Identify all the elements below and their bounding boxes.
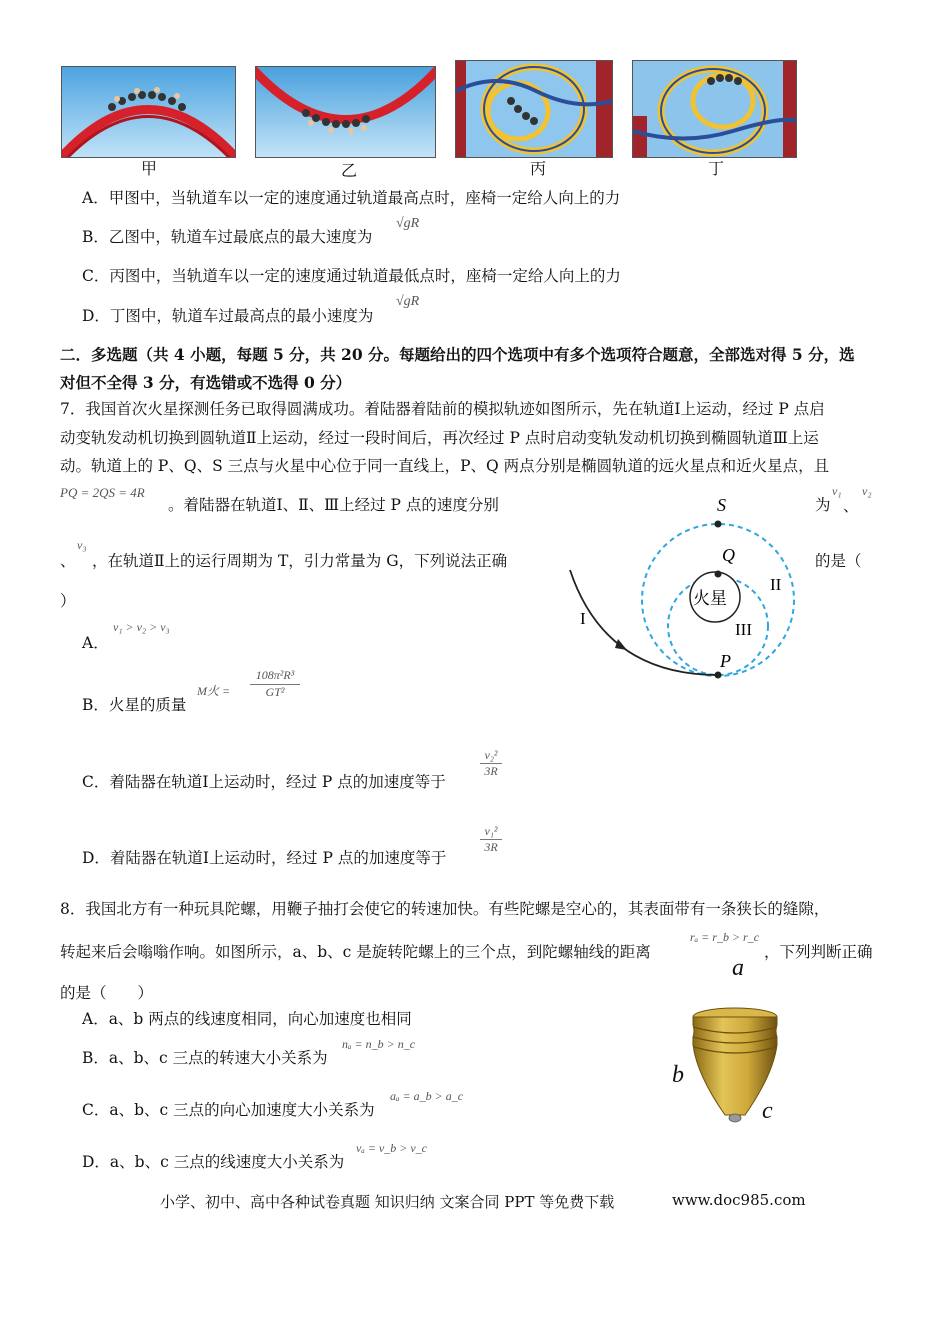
footer-url[interactable]: www.doc985.com <box>672 1191 806 1209</box>
section2-heading-line1: 二．多选题（共 4 小题，每题 5 分，共 20 分。每题给出的四个选项中有多个选项符合题意，全部选对得 5 分，选 <box>60 345 855 364</box>
q7-comma-1: 、 <box>843 497 859 515</box>
q7-option-c-numerator: v₂² <box>480 748 502 764</box>
caption-ding: 丁 <box>708 159 725 178</box>
q7-stem-line4: 。着陆器在轨道Ⅰ、Ⅱ、Ⅲ上经过 P 点的速度分别 <box>168 496 499 514</box>
q7-option-b-fraction <box>250 668 300 700</box>
roller-coaster-loop-bottom-image <box>456 61 612 157</box>
label-orbit-i: I <box>580 609 586 628</box>
q8-stem-line2: 转起来后会嗡嗡作响。如图所示，a、b、c 是旋转陀螺上的三个点，到陀螺轴线的距离 <box>60 943 651 961</box>
label-s: S <box>717 495 726 515</box>
q6-option-d-math: √gR <box>396 294 420 309</box>
caption-yi: 乙 <box>341 161 358 180</box>
point-p <box>715 672 722 679</box>
photo-jia <box>61 66 236 158</box>
q6-option-c: C．丙图中，当轨道车以一定的速度通过轨道最低点时，座椅一定给人向上的力 <box>82 267 621 285</box>
q8-stem-line3: 的是（ ） <box>60 984 154 1002</box>
q8-option-d: D．a、b、c 三点的线速度大小关系为 <box>82 1153 345 1171</box>
q8-option-d-math: vₐ = v_b > v_c <box>356 1141 428 1155</box>
q7-stem-line5: ，在轨道Ⅱ上的运行周期为 T，引力常量为 G，下列说法正确 <box>92 552 508 570</box>
q7-stem-line4-end: 为 <box>815 496 831 514</box>
q6-option-b-math: √gR <box>396 216 420 231</box>
label-q: Q <box>722 545 735 565</box>
q7-option-d-denominator: 3R <box>484 840 498 854</box>
q7-stem-line5-end: 的是（ <box>815 552 862 570</box>
roller-coaster-loop-top-image <box>633 61 796 157</box>
q8-stem-line1: 8．我国北方有一种玩具陀螺，用鞭子抽打会使它的转速加快。有些陀螺是空心的，其表面带有一条狭长的缝隙， <box>60 900 830 918</box>
caption-jia: 甲 <box>141 159 158 178</box>
point-s <box>715 521 722 528</box>
photo-bing <box>455 60 613 158</box>
q8-stem-line2-end: ，下列判断正确 <box>764 943 873 961</box>
q7-option-d-fraction <box>480 824 502 855</box>
label-orbit-ii: II <box>770 575 782 594</box>
orbit-i-arrow <box>615 639 627 650</box>
roller-coaster-crest-image <box>62 67 235 157</box>
section2-heading-line2: 对但不全得 3 分，有选错或不选得 0 分） <box>60 373 352 392</box>
top-label-c: c <box>762 1098 773 1124</box>
top-label-a: a <box>732 955 744 981</box>
q7-option-a: A． <box>82 634 109 652</box>
q7-v2: v₂ <box>862 484 872 498</box>
q7-option-a-math: v₁ > v₂ > v₃ <box>113 620 170 634</box>
q8-option-c-math: aₐ = a_b > a_c <box>390 1089 464 1103</box>
top-label-b: b <box>672 1062 684 1088</box>
q7-v3: v₃ <box>77 538 87 552</box>
q7-stem-line6: ） <box>60 592 76 610</box>
q7-pq-relation: PQ = 2QS = 4R <box>60 485 145 500</box>
q7-option-b-numerator: 108π²R³ <box>250 668 300 685</box>
q8-stem-line2-math: rₐ = r_b > r_c <box>690 930 760 944</box>
label-orbit-iii: III <box>735 620 752 639</box>
q6-option-b: B．乙图中，轨道车过最底点的最大速度为 <box>82 228 373 246</box>
footer-text: 小学、初中、高中各种试卷真题 知识归纳 文案合同 PPT 等免费下载 <box>160 1193 615 1211</box>
q7-line5-start: 、 <box>60 552 76 570</box>
q7-option-c: C．着陆器在轨道Ⅰ上运动时，经过 P 点的加速度等于 <box>82 773 446 791</box>
point-q <box>715 571 722 578</box>
orbit-diagram <box>560 490 830 690</box>
caption-bing: 丙 <box>530 159 547 178</box>
q8-option-c: C．a、b、c 三点的向心加速度大小关系为 <box>82 1101 375 1119</box>
q8-option-b-math: nₐ = n_b > n_c <box>342 1037 416 1051</box>
q7-option-b-lhs: M火 = <box>197 684 231 698</box>
q7-option-d: D．着陆器在轨道Ⅰ上运动时，经过 P 点的加速度等于 <box>82 849 447 867</box>
photo-ding <box>632 60 797 158</box>
q6-option-d: D．丁图中，轨道车过最高点的最小速度为 <box>82 307 374 325</box>
q7-option-c-denominator: 3R <box>484 764 498 778</box>
q7-option-c-fraction <box>480 748 502 779</box>
q8-option-b: B．a、b、c 三点的转速大小关系为 <box>82 1049 328 1067</box>
roller-coaster-valley-image <box>256 67 435 157</box>
q7-stem-line1: 7．我国首次火星探测任务已取得圆满成功。着陆器着陆前的模拟轨迹如图所示，先在轨道Ⅰ上运动，经过 P 点启 <box>60 400 825 418</box>
q8-option-a: A．a、b 两点的线速度相同，向心加速度也相同 <box>82 1010 412 1028</box>
q6-option-a: A．甲图中，当轨道车以一定的速度通过轨道最高点时，座椅一定给人向上的力 <box>82 189 621 207</box>
label-mars: 火星 <box>693 589 727 609</box>
q7-option-d-numerator: v₁² <box>480 824 502 840</box>
label-p: P <box>720 651 731 671</box>
q7-v1: v₁ <box>832 484 842 498</box>
q7-stem-line2: 动变轨发动机切换到圆轨道Ⅱ上运动，经过一段时间后，再次经过 P 点时启动变轨发动机切换到椭圆轨道Ⅲ上运 <box>60 429 819 447</box>
photo-yi <box>255 66 436 158</box>
q7-option-b-denominator: GT² <box>265 685 285 699</box>
q7-option-b: B．火星的质量 <box>82 696 187 714</box>
q7-stem-line3: 动。轨道上的 P、Q、S 三点与火星中心位于同一直线上，P、Q 两点分别是椭圆轨道的远火星点和近火星点，且 <box>60 457 830 475</box>
